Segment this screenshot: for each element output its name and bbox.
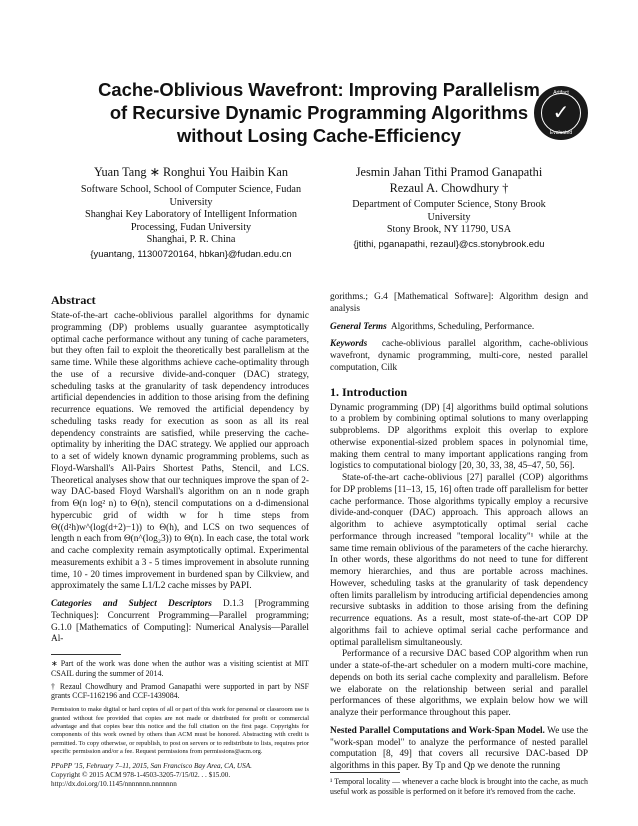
affiliation-line: Processing, Fudan University (130, 221, 252, 233)
permission-notice: Permission to make digital or hard copies of all or part of this work for personal or classroom use is granted without fee provided that copies are not made or distributed for profit or commercial advantage and that copies bear this notice and the full citation on the first page. Copyrights for components of this work owned by others than ACM must be honored. Abstracting with credit is permitted. To copy otherwise, or republish, to post on servers or to redistribute to lists, requires prior specific permission and/or a fee. Request permissions from permissions@acm.org. (51, 706, 309, 756)
keywords-label: Keywords (330, 339, 368, 350)
affiliation-line: Shanghai Key Laboratory of Intelligent Information (85, 209, 297, 221)
author-names: Jesmin Jahan Tithi Pramod Ganapathi (355, 165, 543, 179)
general-terms-label: General Terms (330, 321, 387, 332)
artifact-evaluated-badge (534, 86, 588, 140)
intro-paragraph: Dynamic programming (DP) [4] algorithms build optimal solutions to a problem by combining optimal solutions to many overlapping subproblems. DP algorithms exploit this overlap to explore otherwise exponential-sized problem spaces in polynomial time, making them central to many important applications ranging from logistics to computational biology [20, 30, 33, 38, 45–47, 50, 56]. (330, 402, 588, 472)
author-names: Rezaul A. Chowdhury † (389, 181, 509, 195)
author-names: Yuan Tang ∗ Ronghui You Haibin Kan (93, 165, 288, 179)
footnote: † Rezaul Chowdhury and Pramod Ganapathi were supported in part by NSF grants CCF-1162196 and CCF-1439084. (51, 681, 309, 701)
affiliation-line: Software School, School of Computer Science, Fudan (80, 184, 302, 195)
affiliation-line: University (169, 196, 213, 208)
abstract-heading: Abstract (51, 293, 96, 307)
copyright-line: Copyright © 2015 ACM 978-1-4503-3205-7/15/02. . . $15.00. (51, 770, 231, 779)
affiliation-line: Department of Computer Science, Stony Brook (352, 199, 546, 210)
intro-paragraph: State-of-the-art cache-oblivious [27] parallel (COP) algorithms for DP problems [11–13, 15, 16] often trade off parallelism for better cache performance. Those algorithms typically employ a recursive divide-and-conquer (DAC) approach. This approach allows an algorithm to achieve asymptotically optimal serial cache performance through increased "temporal locality"¹ while at the same time remain oblivious of the parameters of the cache hierarchy. In other words, these algorithms do not need to tune for different memory hierarchies, and thus are portable across machines. However, scheduling tasks at the granularity of task dependency often limits parallelism by introducing artificial dependencies among recursive subtasks in addition to those arising from the defining recurrence equations. As a result, most state-of-the-art COP DP algorithms fail to achieve optimal serial cache performance and optimal parallelism simultaneously. (330, 473, 588, 648)
footnote-divider (330, 772, 400, 773)
introduction-heading: 1. Introduction (330, 384, 408, 399)
footnote: ¹ Temporal locality — whenever a cache block is brought into the cache, as much useful work as possible is performed on it before it's removed from the cache. (330, 777, 588, 796)
footnote: ∗ Part of the work was done when the author was a visiting scientist at MIT CSAIL during the summer of 2014. (51, 659, 309, 678)
right-footnote-area (330, 764, 588, 800)
author-email: {yuantang, 11300720164, hbkan}@fudan.edu.cn (90, 247, 292, 259)
check-mark-icon: ✓ (541, 93, 581, 133)
author-block-right (336, 164, 562, 250)
footnote-divider (51, 654, 121, 655)
badge-top-text: Artifact (553, 90, 569, 96)
conference-info (51, 762, 309, 789)
categories-text: D.1.3 [Programming Techniques]: Concurrent Programming—Parallel programming; G.1.0 [Mathematics of Computing]: Numerical Analysis—Parallel Al- (51, 599, 309, 645)
doi-line: http://dx.doi.org/10.1145/nnnnnnn.nnnnnnn (51, 779, 177, 788)
title-line: without Losing Cache-Efficiency (176, 125, 462, 146)
nested-parallel-text: We use the "work-span model" to analyze the performance of nested parallel computation [8, 49] that covers all recursive DAC-based DP algorithms in this paper. By Tp and Qp we denote the running (330, 725, 588, 771)
title-line: Cache-Oblivious Wavefront: Improving Parallelism (98, 79, 540, 100)
affiliation-line: University (427, 211, 471, 223)
affiliation-line: Shanghai, P. R. China (146, 234, 236, 246)
title-line: of Recursive Dynamic Programming Algorithms (109, 102, 529, 123)
conference-line: PPoPP '15, February 7–11, 2015, San Francisco Bay Area, CA, USA. (51, 761, 252, 770)
left-column (51, 292, 309, 789)
intro-paragraph: Performance of a recursive DAC based COP algorithm when run under a state-of-the-art scheduler on a modern multi-core machine, depends on both its serial cache complexity and parallelism. Before we elaborate on the relationship between serial and parallel performances of these algorithms, we explain below how we will analyze their performance throughout this paper. (330, 649, 588, 718)
nested-parallel-label: Nested Parallel Computations and Work-Span Model. (330, 725, 545, 736)
author-email: {jtithi, pganapathi, rezaul}@cs.stonybrook.edu (353, 237, 545, 249)
general-terms-text: Algorithms, Scheduling, Performance. (390, 321, 535, 332)
keywords-text: cache-oblivious parallel algorithm, cache-oblivious wavefront, dynamic programming, multi-core, nested parallel computation, Cilk (330, 339, 588, 373)
author-block-left (78, 164, 304, 260)
paper-title (60, 78, 578, 147)
affiliation-line: Stony Brook, NY 11790, USA (386, 224, 512, 236)
categories-label: Categories and Subject Descriptors (51, 599, 212, 609)
categories-continued: gorithms.; G.4 [Mathematical Software]: Algorithm design and analysis (330, 292, 588, 314)
right-column (330, 292, 588, 773)
badge-bottom-text: Evaluated (549, 130, 573, 136)
abstract-text: State-of-the-art cache-oblivious parallel algorithms for dynamic programming (DP) problems usually guarantee asymptotically optimal cache performance without any tuning of cache parameters, but they often fail to exploit the theoretically best parallelism at the same time. While these algorithms achieve cache-optimality through the use of a recursive divide-and-conquer (DAC) strategy, scheduling tasks at the granularity of task dependency introduces artificial dependencies in addition to those arising from the defining recurrence equations. We removed the artificial dependency by scheduling tasks ready for execution as soon as all its real dependency constraints are satisfied, while preserving the cache-optimality by inheriting the DAC strategy. We applied our approach to a set of widely known dynamic programming problems, such as Floyd-Warshall's All-Pairs Shortest Paths, Stencil, and LCS. Theoretical analyses show that our techniques improve the span of 2-way DAC-based Floyd Warshall's algorithm on an n node graph from Θ(n log² n) to Θ(n), stencil computations on a d-dimensional hypercubic grid of width w for h time steps from Θ((d²h)w^(log(d+2)−1)) to Θ(h), and LCS on two sequences of length n each from Θ(n^(log₂3)) to Θ(n). In each case, the total work and cache complexity remain asymptotically optimal. Experimental measurements exhibit a 3 - 5 times improvement in absolute running time, 10 - 20 times improvement in burdened span by Cilkview, and approximately the same L1/L2 cache misses by PAPI. (51, 311, 309, 592)
